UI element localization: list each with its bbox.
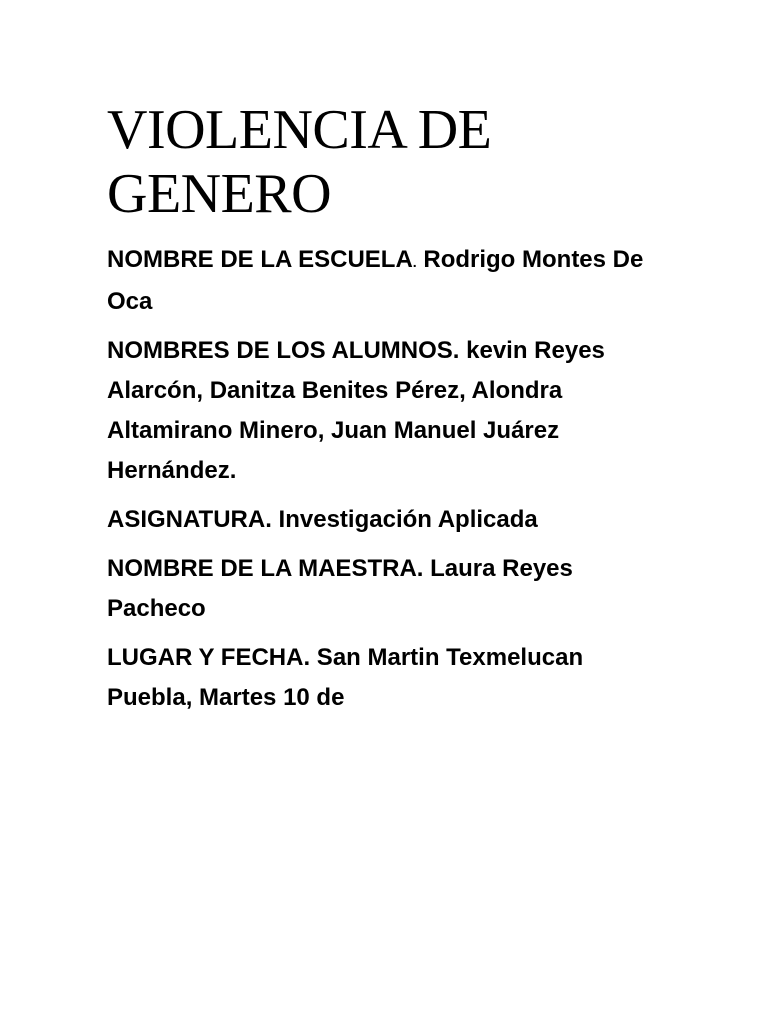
school-separator: . [412, 254, 417, 270]
teacher-value: Laura Reyes Pacheco [107, 555, 573, 622]
place-date-paragraph [107, 638, 667, 718]
subject-paragraph [107, 500, 667, 540]
teacher-paragraph [107, 549, 667, 629]
place-date-value: San Martin Texmelucan Puebla, Martes 10 de [107, 644, 584, 711]
school-paragraph [107, 240, 667, 322]
school-value: Rodrigo Montes De Oca [107, 246, 644, 315]
place-date-label: LUGAR Y FECHA. [107, 644, 311, 671]
subject-label: ASIGNATURA. [107, 506, 272, 533]
students-value: kevin Reyes Alarcón, Danitza Benites Pérez, Alondra Altamirano Minero, Juan Manuel Juárez Hernández. [107, 337, 605, 484]
students-paragraph [107, 331, 667, 491]
document-title: VIOLENCIA DE GENERO [107, 99, 492, 225]
document-content [107, 98, 667, 727]
school-label: NOMBRE DE LA ESCUELA [107, 246, 413, 273]
teacher-label: NOMBRE DE LA MAESTRA. [107, 555, 424, 582]
students-label: NOMBRES DE LOS ALUMNOS. [107, 337, 460, 364]
subject-value: Investigación Aplicada [271, 506, 538, 533]
